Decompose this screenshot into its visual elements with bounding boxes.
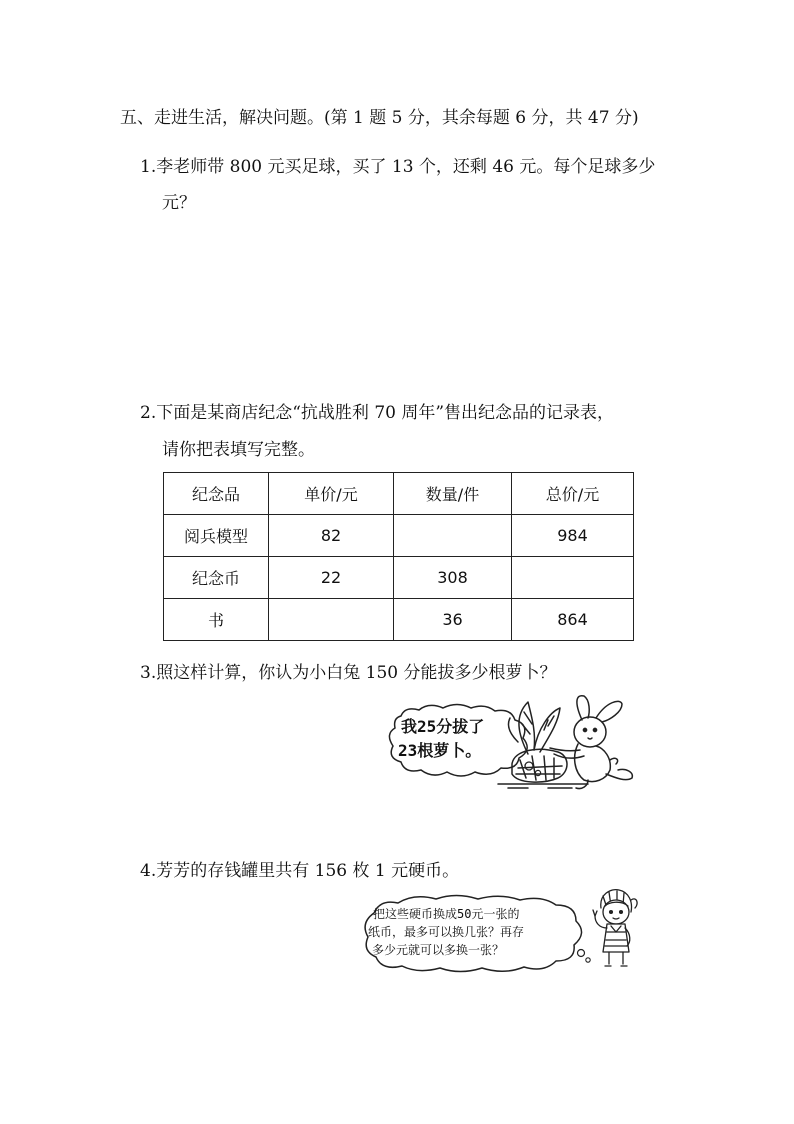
q3-text: 3.照这样计算，你认为小白兔 150 分能拔多少根萝卜？ xyxy=(140,663,557,683)
q3-bubble-line1: 我25分拔了 xyxy=(401,717,485,736)
table-header-row xyxy=(164,473,634,515)
table-cell: 书 xyxy=(164,599,269,641)
table-row xyxy=(164,515,634,557)
q3-bubble-line2: 23根萝卜。 xyxy=(398,741,482,760)
table-cell: 22 xyxy=(269,557,394,599)
section-heading: 五、走进生活，解决问题。(第 1 题 5 分，其余每题 6 分，共 47 分) xyxy=(120,108,639,128)
q1-line1: 1.李老师带 800 元买足球，买了 13 个，还剩 46 元。每个足球多少 xyxy=(140,157,656,177)
q4-text: 4.芳芳的存钱罐里共有 156 枚 1 元硬币。 xyxy=(140,861,460,881)
souvenir-record-table xyxy=(163,472,634,641)
q4-bubble-line2: 纸币，最多可以换几张？再存 xyxy=(368,925,525,939)
table-row xyxy=(164,557,634,599)
table-cell: 984 xyxy=(512,515,634,557)
table-header-cell: 单价/元 xyxy=(269,473,394,515)
rabbit-pulling-carrot-icon xyxy=(488,694,638,794)
table-header-cell: 纪念品 xyxy=(164,473,269,515)
table-cell: 纪念币 xyxy=(164,557,269,599)
table-cell: 阅兵模型 xyxy=(164,515,269,557)
girl-pointing-icon xyxy=(591,886,641,968)
table-cell-blank xyxy=(512,557,634,599)
table-cell: 864 xyxy=(512,599,634,641)
q1-line2: 元？ xyxy=(162,193,196,213)
q4-bubble-line3: 多少元就可以多换一张？ xyxy=(372,943,505,957)
table-cell-blank xyxy=(269,599,394,641)
q4-bubble-line1: 把这些硬币换成50元一张的 xyxy=(373,907,520,921)
q2-line1: 2.下面是某商店纪念“抗战胜利 70 周年”售出纪念品的记录表， xyxy=(140,403,615,423)
table-row xyxy=(164,599,634,641)
table-cell: 82 xyxy=(269,515,394,557)
table-cell: 308 xyxy=(394,557,512,599)
table-cell-blank xyxy=(394,515,512,557)
table-header-cell: 总价/元 xyxy=(512,473,634,515)
table-cell: 36 xyxy=(394,599,512,641)
table-header-cell: 数量/件 xyxy=(394,473,512,515)
q2-line2: 请你把表填写完整。 xyxy=(162,440,315,460)
